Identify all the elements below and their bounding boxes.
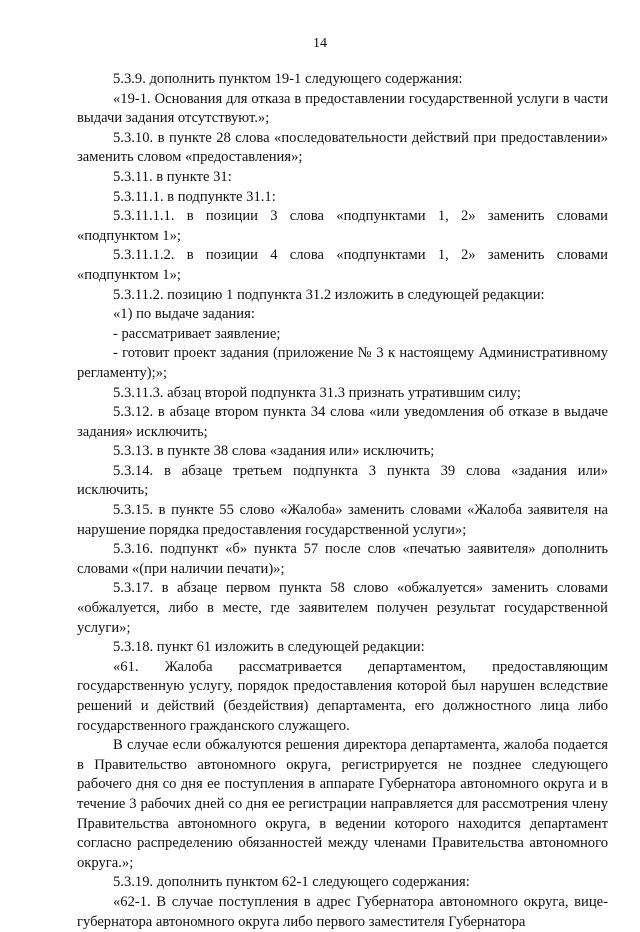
paragraph-61-continuation: В случае если обжалуются решения директора департамента, жалоба подается в Правительство автономного округа, регистрируется не позднее следующего рабочего дня со дня ее поступления в аппарате Губернатора автономного округа и в течение 3 рабочих дней со дня ее регистрации направляется для рассмотрения члену Правительства автономного округа, в ведении которого находится департамент согласно распределению обязанностей между членами Правительства автономного округа.»;: [77, 737, 608, 871]
paragraph-61-quote: «61. Жалоба рассматривается департаментом, предоставляющим государственную услугу, порядок предоставления которой был нарушен вследствие решений и действий (бездействия) департамента, его должностного лица либо государственного гражданского служащего.: [77, 658, 608, 734]
paragraph-5-3-14: 5.3.14. в абзаце третьем подпункта 3 пункта 39 слова «задания или» исключить;: [77, 462, 608, 499]
document-body: [77, 70, 608, 932]
paragraph-62-1-quote: «62-1. В случае поступления в адрес Губернатора автономного округа, вице-губернатора автономного округа либо первого заместителя Губернатора: [77, 893, 608, 930]
paragraph-5-3-10: 5.3.10. в пункте 28 слова «последовательности действий при предоставлении» заменить словом «предоставления»;: [77, 129, 608, 166]
paragraph-item-prepare: - готовит проект задания (приложение № 3 к настоящему Административному регламенту);»;: [77, 345, 608, 381]
paragraph-item-1: «1) по выдаче задания:: [113, 306, 255, 323]
paragraph-5-3-11-2: 5.3.11.2. позицию 1 подпункта 31.2 изложить в следующей редакции:: [113, 286, 545, 303]
paragraph-5-3-11-3: 5.3.11.3. абзац второй подпункта 31.3 признать утратившим силу;: [113, 384, 521, 401]
paragraph-item-review: - рассматривает заявление;: [113, 325, 281, 342]
paragraph-5-3-11: 5.3.11. в пункте 31:: [113, 168, 232, 185]
page-number: 14: [313, 36, 327, 51]
paragraph-5-3-11-1: 5.3.11.1. в подпункте 31.1:: [113, 188, 276, 205]
paragraph-5-3-11-1-2: 5.3.11.1.2. в позиции 4 слова «подпунктами 1, 2» заменить словами «подпунктом 1»;: [77, 247, 608, 283]
paragraph-5-3-13: 5.3.13. в пункте 38 слова «задания или» исключить;: [113, 443, 435, 460]
paragraph-5-3-12: 5.3.12. в абзаце втором пункта 34 слова «или уведомления об отказе в выдаче задания» исключить;: [77, 404, 608, 440]
paragraph-19-1-quote: «19-1. Основания для отказа в предоставлении государственной услуги в части выдачи задания отсутствуют.»;: [77, 90, 608, 127]
paragraph-5-3-11-1-1: 5.3.11.1.1. в позиции 3 слова «подпунктами 1, 2» заменить словами «подпунктом 1»;: [77, 208, 608, 244]
paragraph-5-3-18: 5.3.18. пункт 61 изложить в следующей редакции:: [113, 639, 425, 656]
paragraph-5-3-19: 5.3.19. дополнить пунктом 62-1 следующего содержания:: [113, 874, 470, 891]
paragraph-5-3-9: 5.3.9. дополнить пунктом 19-1 следующего содержания:: [113, 71, 463, 87]
paragraph-5-3-17: 5.3.17. в абзаце первом пункта 58 слово «обжалуется» заменить словами «обжалуется, либо в месте, где заявителем получен результат государственной услуги»;: [77, 580, 608, 636]
paragraph-5-3-16: 5.3.16. подпункт «б» пункта 57 после слов «печатью заявителя» дополнить словами «(при наличии печати)»;: [77, 541, 608, 577]
paragraph-5-3-15: 5.3.15. в пункте 55 слово «Жалоба» заменить словами «Жалоба заявителя на нарушение порядка предоставления государственной услуги»;: [77, 502, 608, 538]
